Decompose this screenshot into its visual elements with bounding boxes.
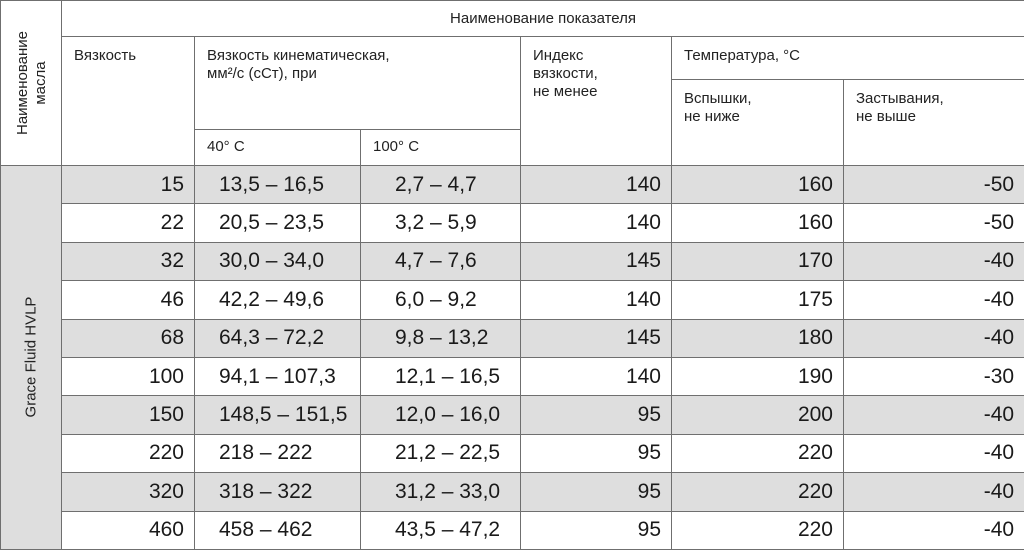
- pour-point-line1: Застывания,: [856, 89, 944, 107]
- viscosity-index-cell: 95: [521, 434, 672, 472]
- temp-100-header: 100° С: [361, 130, 521, 166]
- kinematic-viscosity-line1: Вязкость кинематическая,: [207, 47, 390, 64]
- kin40-cell: 13,5 – 16,5: [195, 166, 361, 204]
- viscosity-index-line3: не менее: [533, 83, 598, 100]
- kin40-cell: 30,0 – 34,0: [195, 242, 361, 280]
- table-row: [1, 511, 1024, 549]
- kinematic-viscosity-header: [195, 37, 521, 130]
- kinematic-viscosity-line2: мм²/с (сСт), при: [207, 65, 317, 82]
- viscosity-index-cell: 140: [521, 204, 672, 242]
- viscosity-index-cell: 140: [521, 166, 672, 204]
- flash-point-line1: Вспышки,: [684, 89, 752, 107]
- kin100-cell: 9,8 – 13,2: [361, 319, 521, 357]
- pour-point-cell: -30: [844, 357, 1024, 395]
- table-body: [1, 166, 1024, 550]
- kin100-cell: 31,2 – 33,0: [361, 473, 521, 511]
- viscosity-cell: 100: [62, 357, 195, 395]
- flash-point-cell: 170: [672, 242, 844, 280]
- pour-point-header: [844, 79, 1024, 166]
- table-row: [1, 319, 1024, 357]
- temperature-header: Температура, °С: [672, 37, 1024, 80]
- pour-point-cell: -40: [844, 281, 1024, 319]
- flash-point-cell: 160: [672, 204, 844, 242]
- kin40-cell: 218 – 222: [195, 434, 361, 472]
- kin100-cell: 3,2 – 5,9: [361, 204, 521, 242]
- flash-point-cell: 220: [672, 473, 844, 511]
- kin100-cell: 12,1 – 16,5: [361, 357, 521, 395]
- kin40-cell: 458 – 462: [195, 511, 361, 549]
- viscosity-cell: 32: [62, 242, 195, 280]
- flash-point-line2: не ниже: [684, 107, 740, 125]
- kin100-cell: 21,2 – 22,5: [361, 434, 521, 472]
- oil-name-header-line2: масла: [31, 61, 49, 105]
- flash-point-cell: 175: [672, 281, 844, 319]
- viscosity-index-cell: 145: [521, 319, 672, 357]
- flash-point-cell: 220: [672, 511, 844, 549]
- viscosity-index-cell: 95: [521, 511, 672, 549]
- indicator-name-header: Наименование показателя: [62, 1, 1024, 37]
- pour-point-cell: -50: [844, 166, 1024, 204]
- pour-point-cell: -40: [844, 473, 1024, 511]
- pour-point-cell: -40: [844, 319, 1024, 357]
- kin40-cell: 318 – 322: [195, 473, 361, 511]
- viscosity-index-line1: Индекс: [533, 47, 584, 64]
- oil-name-header-line1: Наименование: [13, 31, 31, 135]
- kin100-cell: 2,7 – 4,7: [361, 166, 521, 204]
- kin100-cell: 4,7 – 7,6: [361, 242, 521, 280]
- table-row: [1, 166, 1024, 204]
- viscosity-cell: 22: [62, 204, 195, 242]
- flash-point-cell: 180: [672, 319, 844, 357]
- viscosity-index-header: [521, 37, 672, 166]
- oil-name-label: Grace Fluid HVLP: [22, 297, 40, 418]
- viscosity-cell: 46: [62, 281, 195, 319]
- table-row: [1, 434, 1024, 472]
- table-row: [1, 396, 1024, 434]
- oil-name-cell: [1, 166, 62, 550]
- viscosity-index-cell: 95: [521, 473, 672, 511]
- table-row: [1, 281, 1024, 319]
- pour-point-line2: не выше: [856, 107, 916, 125]
- kin100-cell: 6,0 – 9,2: [361, 281, 521, 319]
- kin100-cell: 12,0 – 16,0: [361, 396, 521, 434]
- viscosity-cell: 150: [62, 396, 195, 434]
- kin40-cell: 148,5 – 151,5: [195, 396, 361, 434]
- kin40-cell: 64,3 – 72,2: [195, 319, 361, 357]
- viscosity-cell: 15: [62, 166, 195, 204]
- viscosity-cell: 68: [62, 319, 195, 357]
- viscosity-cell: 220: [62, 434, 195, 472]
- pour-point-cell: -40: [844, 396, 1024, 434]
- pour-point-cell: -40: [844, 511, 1024, 549]
- oil-name-header: [1, 1, 62, 166]
- pour-point-cell: -40: [844, 242, 1024, 280]
- viscosity-index-cell: 95: [521, 396, 672, 434]
- viscosity-index-line2: вязкости,: [533, 65, 598, 82]
- table-row: [1, 473, 1024, 511]
- kin40-cell: 94,1 – 107,3: [195, 357, 361, 395]
- viscosity-index-cell: 140: [521, 281, 672, 319]
- table-row: [1, 242, 1024, 280]
- temp-40-header: 40° С: [195, 130, 361, 166]
- kin100-cell: 43,5 – 47,2: [361, 511, 521, 549]
- viscosity-cell: 320: [62, 473, 195, 511]
- viscosity-index-cell: 145: [521, 242, 672, 280]
- pour-point-cell: -40: [844, 434, 1024, 472]
- viscosity-header: Вязкость: [62, 37, 195, 166]
- flash-point-cell: 160: [672, 166, 844, 204]
- kin40-cell: 20,5 – 23,5: [195, 204, 361, 242]
- pour-point-cell: -50: [844, 204, 1024, 242]
- table-row: [1, 357, 1024, 395]
- table-row: [1, 204, 1024, 242]
- flash-point-cell: 190: [672, 357, 844, 395]
- viscosity-index-cell: 140: [521, 357, 672, 395]
- flash-point-header: [672, 79, 844, 166]
- kin40-cell: 42,2 – 49,6: [195, 281, 361, 319]
- viscosity-cell: 460: [62, 511, 195, 549]
- flash-point-cell: 200: [672, 396, 844, 434]
- flash-point-cell: 220: [672, 434, 844, 472]
